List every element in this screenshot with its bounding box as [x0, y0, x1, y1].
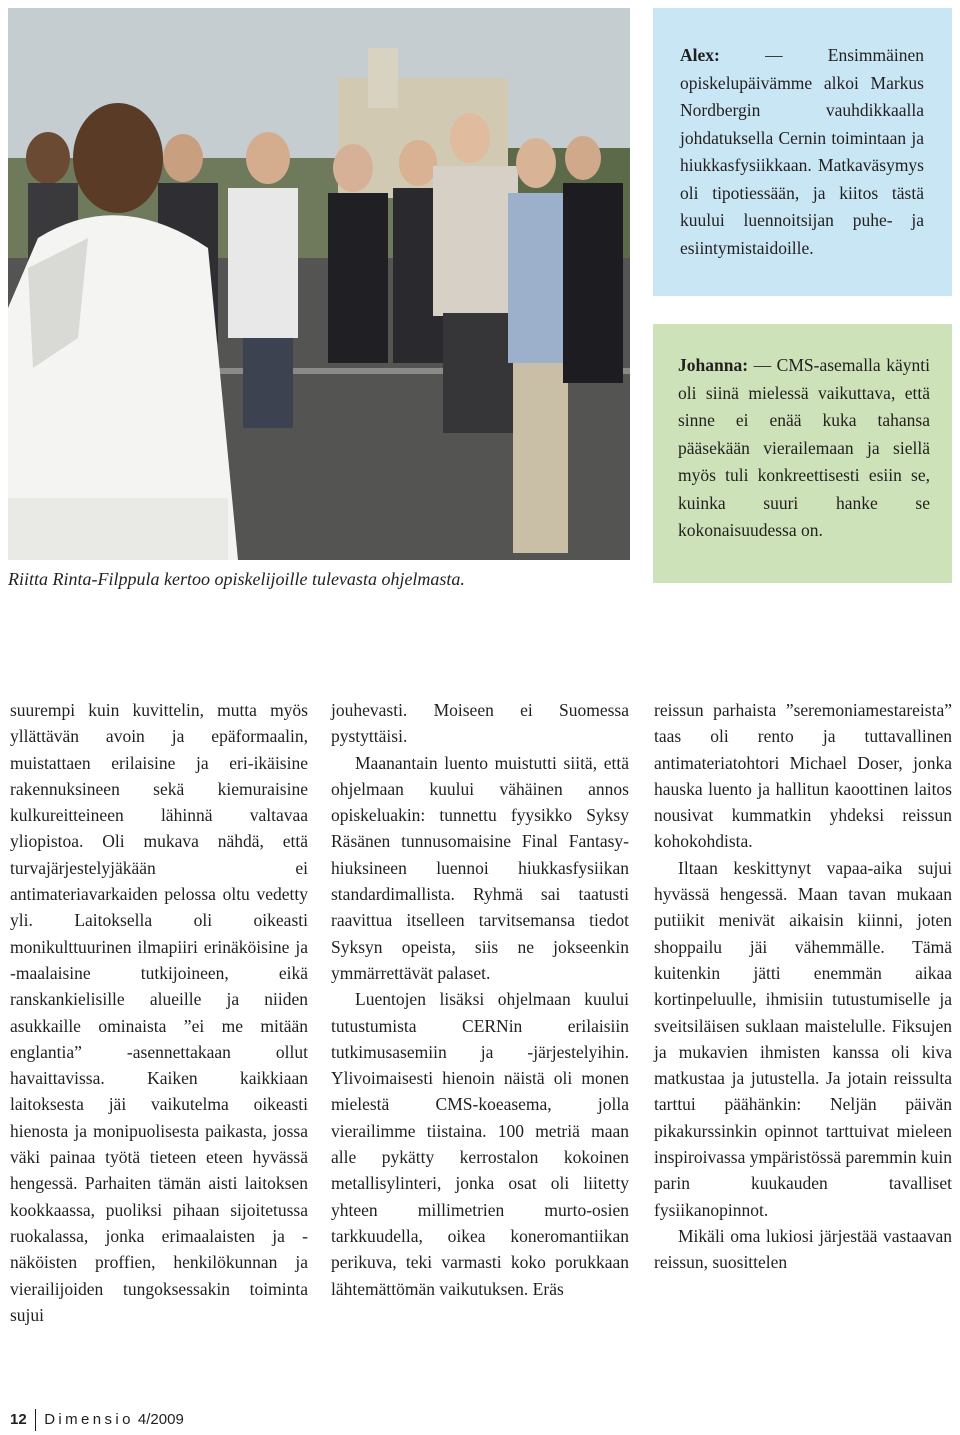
photo-caption: Riitta Rinta-Filppula kertoo opiskelijoille tulevasta ohjelmasta. — [8, 569, 465, 589]
magazine-name: Dimensio — [44, 1411, 134, 1428]
article-column-1 — [10, 697, 308, 1328]
paragraph: Luentojen lisäksi ohjelmaan kuului tutustumista CERNin erilaisiin tutkimusasemiin ja -järjestelyihin. Ylivoimaisesti hienoin näistä oli monen mielestä CMS-koeasema, jolla vierailimme tiistaina. 100 metriä maan alle pykätty kerrostalon kokoinen metallisylinteri, jonka osat oli liitetty yhteen millimetrien murto-osien tarkkuudella, oikea koneromantiikan perikuva, teki varmasti koko porukkaan lähtemättömän vaikutuksen. Eräs — [331, 989, 629, 1299]
page-footer — [10, 1410, 184, 1430]
quote-text: — Ensimmäinen opiskelupäivämme alkoi Markus Nordbergin vauhdikkaalla johdatuksella Cernin toimintaan ja hiukkasfysiikkaan. Matkaväsymys oli tipotiessään, ja kiitos tästä kuului luennoitsijan puhe- ja esiintymistaidoille. — [680, 45, 924, 258]
paragraph: Iltaan keskittynyt vapaa-aika sujui hyvässä hengessä. Maan tavan mukaan putiikit menivät aikaisin kiinni, joten shoppailu jäi vähemmälle. Tämä kuitenkin jätti enemmän aikaa kortinpeluulle, ihmisiin tutustumiselle ja sveitsiläisen suklaan maistelulle. Fiksujen ja mukavien ihmisten kanssa oli kiva matkustaa ja jutustella. Ja jotain reissulta tarttui päähänkin: Neljän päivän pikakurssinkin opinnot tarttuivat mieleen inspiroivassa ympäristössä paremmin kuin parin kuukauden tavalliset fysiikanopinnot. — [654, 857, 952, 1220]
speaker-name: Alex: — [680, 45, 720, 65]
quote-box-alex — [653, 8, 952, 296]
group-photo — [8, 8, 630, 560]
speaker-name: Johanna: — [678, 355, 749, 375]
photo-illustration — [8, 8, 630, 560]
footer-divider — [35, 1409, 37, 1431]
quote-text: — CMS-asemalla käynti oli siinä mielessä vaikuttava, että sinne ei enää kuka tahansa pääsekään vierailemaan ja siellä myös tuli konkreettisesti esiin se, kuinka suuri hanke se kokonaisuudessa on. — [678, 355, 930, 540]
paragraph: Maanantain luento muistutti siitä, että ohjelmaan kuului vähäinen annos opiskeluakin: tunnettu fyysikko Syksy Räsänen tunnusomaisine Final Fantasy-hiuksineen luennoi hiukkasfysiikan standardimallista. Ryhmä sai taatusti raavittua itselleen tarvitsemansa tiedot Syksyn opeista, siis ne jokseenkin ymmärrettävät palaset. — [331, 752, 629, 983]
paragraph: suurempi kuin kuvittelin, mutta myös yllättävän avoin ja epäformaalin, muistattaen erilaisine ja eri-ikäisine rakennuksineen sekä kiemuraisine kulkureitteineen lähinnä valtavaa yliopistoa. Oli mukava nähdä, että turvajärjestelyjäkään ei antimateriavarkaiden pelossa oltu vedetty yli. Laitoksella oli oikeasti monikulttuurinen ilmapiiri erinäköisine ja -maalaisine tutkijoineen, eikä ranskankielisille alueille ja niiden asukkaille ominaista ”ei me mitään englantia” -asennettakaan ollut havaittavissa. Kaiken kaikkiaan laitoksesta jäi vaikutelma oikeasti hienosta ja monipuolisesta paikasta, jossa väki painaa työtä tieteen eteen hyvässä hengessä. Parhaiten tämän aisti laitoksen kookkaassa, puoliksi pihaan sijoitetussa ruokalassa, jonka erimaalaisten ja -näköisten proffien, henkilökunnan ja vierailijoiden tungoksessakin toiminta sujui — [10, 700, 308, 1325]
quote-box-johanna — [653, 324, 952, 583]
paragraph: reissun parhaista ”seremoniamestareista” taas oli rento ja tuttavallinen antimateriatohtori Michael Doser, jonka hauska luento ja hallitun kaoottinen laitos nousivat kummatkin yhdeksi reissun kohokohdista. — [654, 700, 952, 852]
paragraph: Mikäli oma lukiosi järjestää vastaavan reissun, suosittelen — [654, 1225, 952, 1273]
issue-number: 4/2009 — [137, 1411, 184, 1428]
page-number: 12 — [10, 1411, 27, 1428]
paragraph: jouhevasti. Moiseen ei Suomessa pystyttäisi. — [331, 700, 629, 747]
article-column-3 — [654, 697, 952, 1276]
article-column-2 — [331, 697, 629, 1302]
